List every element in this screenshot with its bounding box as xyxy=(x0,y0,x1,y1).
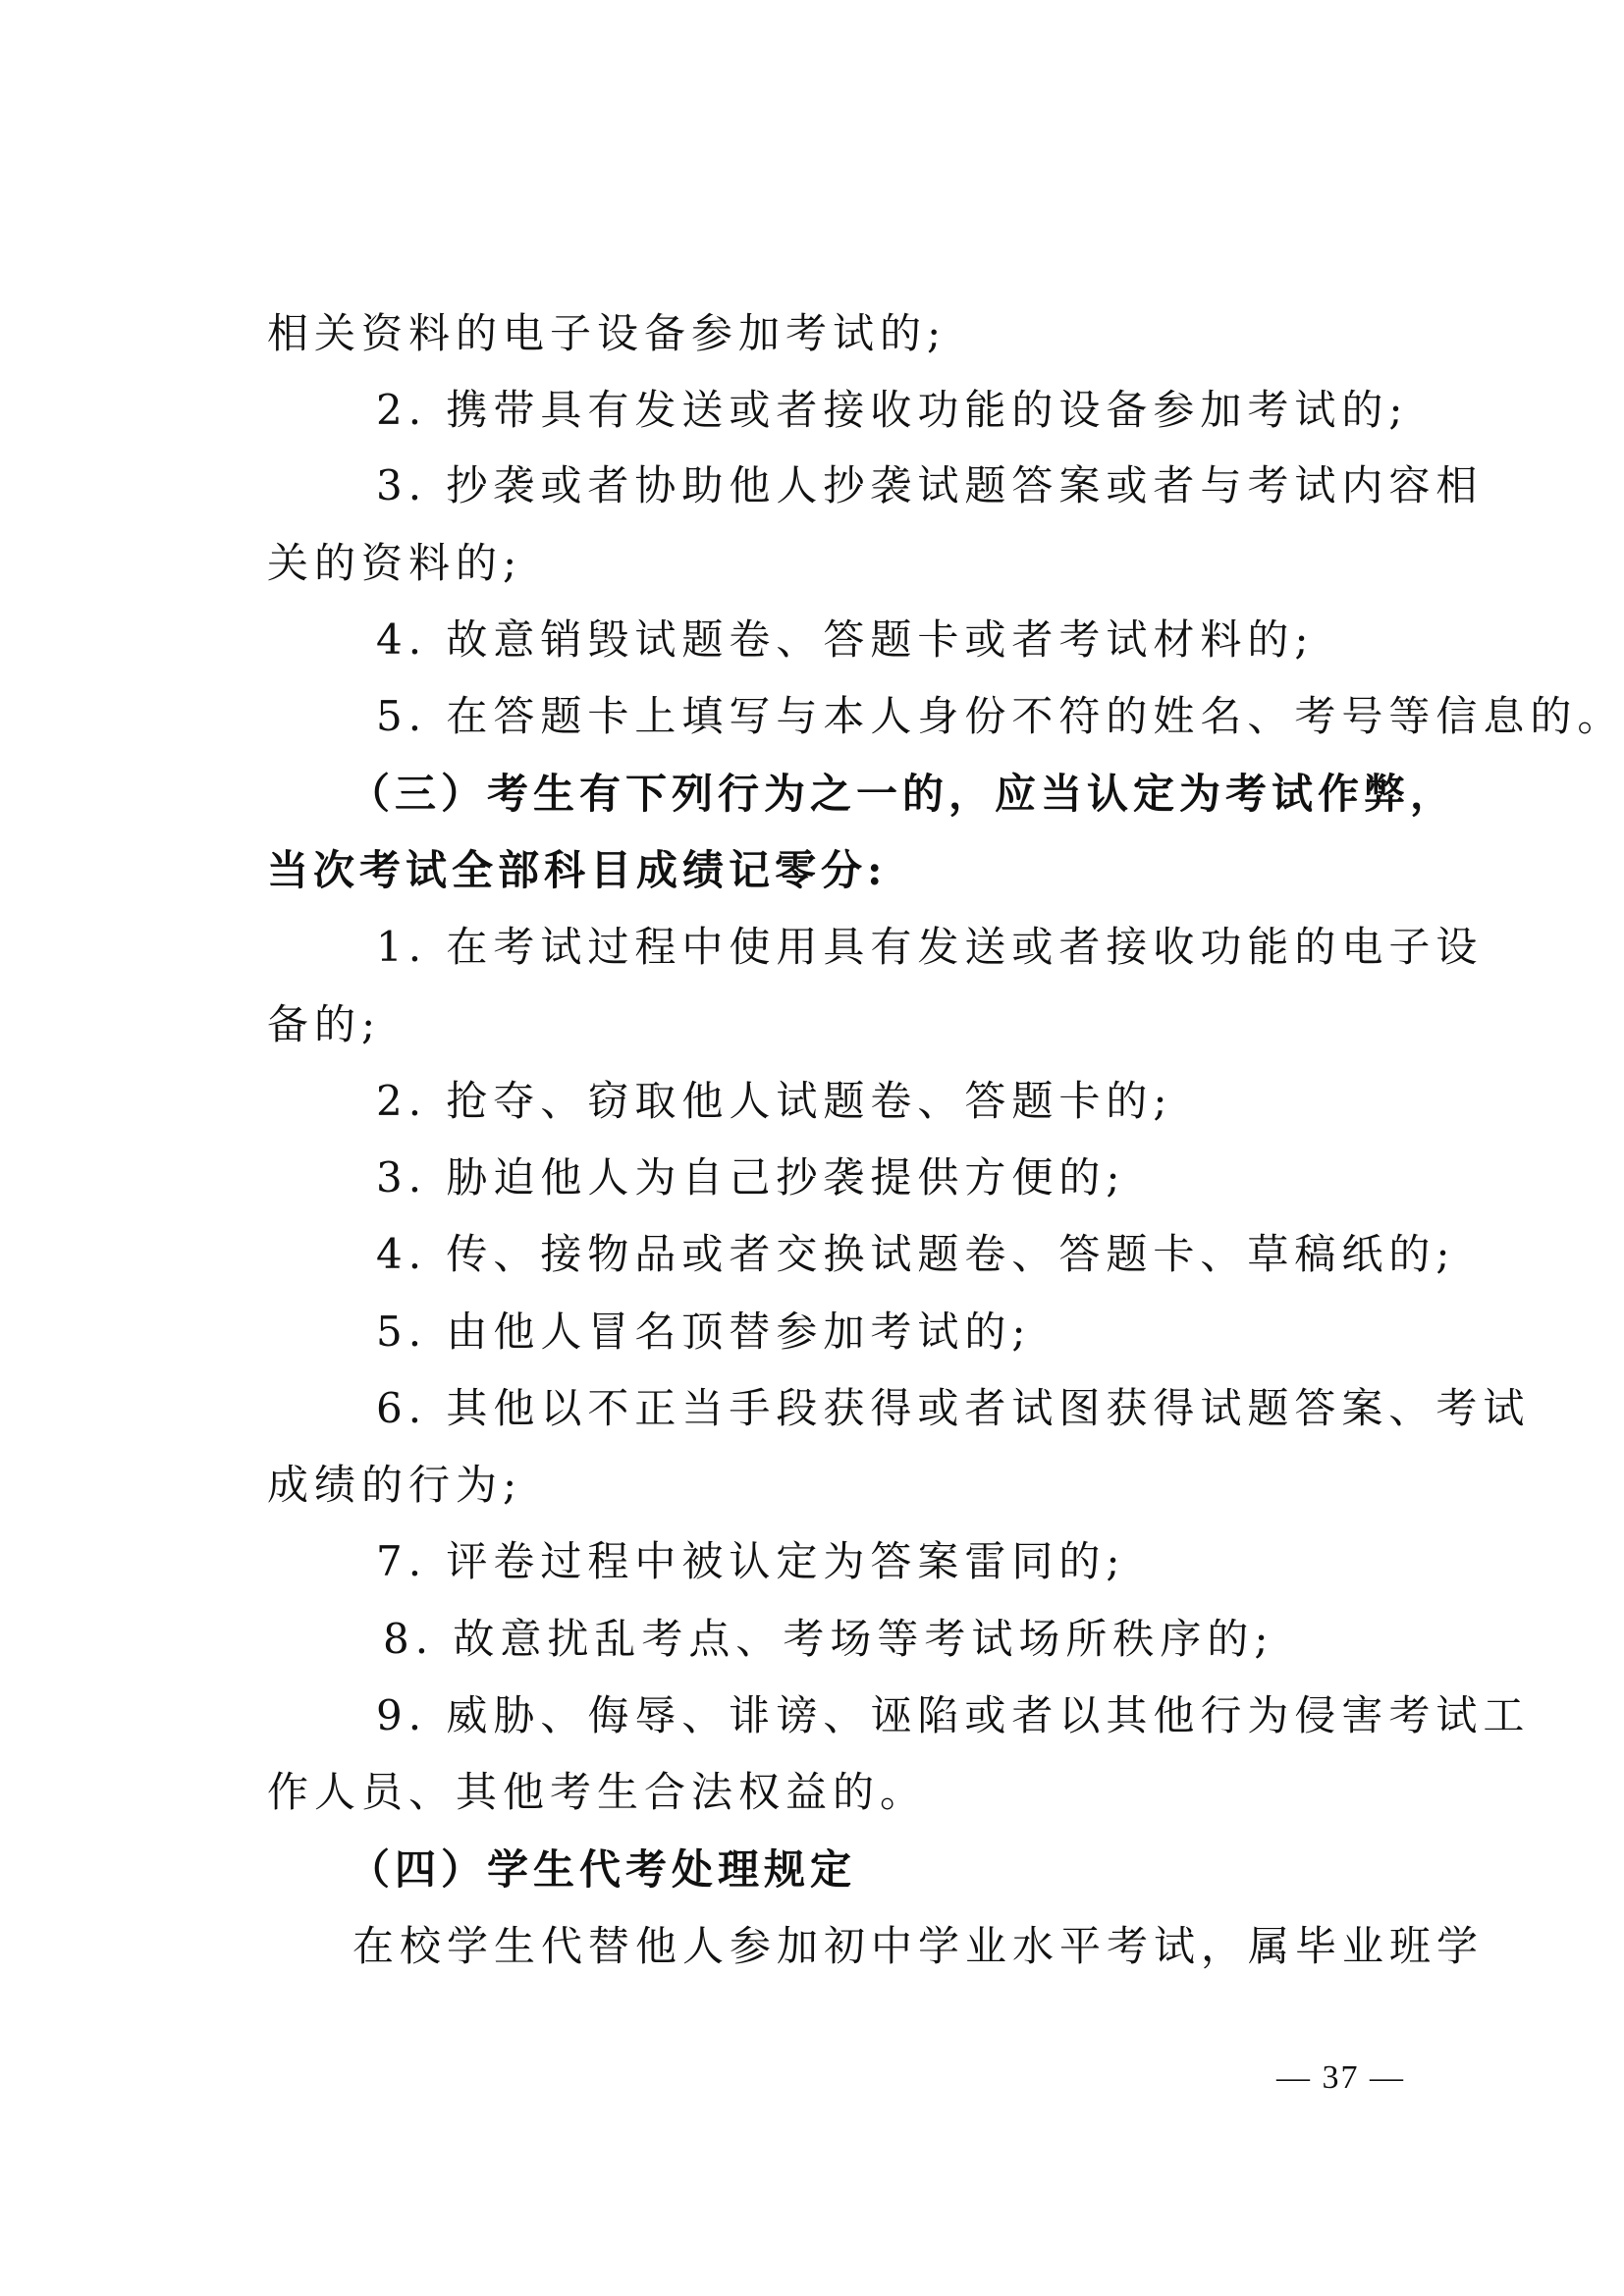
text-line: 成绩的行为; xyxy=(267,1461,523,1509)
text-line: 备的; xyxy=(267,1000,382,1048)
list-item: 5. 由他人冒名顶替参加考试的; xyxy=(376,1308,1032,1356)
list-item: 6. 其他以不正当手段获得或者试图获得试题答案、考试 xyxy=(376,1384,1531,1432)
list-item: 4. 故意销毁试题卷、答题卡或者考试材料的; xyxy=(376,615,1315,664)
section-heading-continuation: 当次考试全部科目成绩记零分: xyxy=(267,846,888,894)
text-line: 作人员、其他考生合法权益的。 xyxy=(267,1768,928,1816)
paragraph-line: 在校学生代替他人参加初中学业水平考试，属毕业班学 xyxy=(352,1922,1485,1970)
text-line: 相关资料的电子设备参加考试的; xyxy=(267,309,947,357)
list-item: 3. 胁迫他人为自己抄袭提供方便的; xyxy=(376,1153,1126,1201)
list-item: 2. 抢夺、窃取他人试题卷、答题卡的; xyxy=(376,1077,1173,1125)
list-item: 3. 抄袭或者协助他人抄袭试题答案或者与考试内容相 xyxy=(376,461,1484,509)
section-heading: （四）学生代考处理规定 xyxy=(349,1845,857,1894)
list-item: 8. 故意扰乱考点、考场等考试场所秩序的; xyxy=(383,1615,1274,1663)
list-item: 5. 在答题卡上填写与本人身份不符的姓名、考号等信息的。 xyxy=(376,692,1624,740)
page-number: — 37 — xyxy=(1276,2059,1405,2096)
list-item: 7. 评卷过程中被认定为答案雷同的; xyxy=(376,1537,1126,1585)
list-item: 9. 威胁、侮辱、诽谤、诬陷或者以其他行为侵害考试工 xyxy=(376,1691,1531,1739)
list-item: 1. 在考试过程中使用具有发送或者接收功能的电子设 xyxy=(376,923,1484,971)
section-heading: （三）考生有下列行为之一的，应当认定为考试作弊， xyxy=(349,770,1457,818)
list-item: 2. 携带具有发送或者接收功能的设备参加考试的; xyxy=(376,386,1409,434)
text-line: 关的资料的; xyxy=(267,539,523,587)
list-item: 4. 传、接物品或者交换试题卷、答题卡、草稿纸的; xyxy=(376,1230,1456,1278)
